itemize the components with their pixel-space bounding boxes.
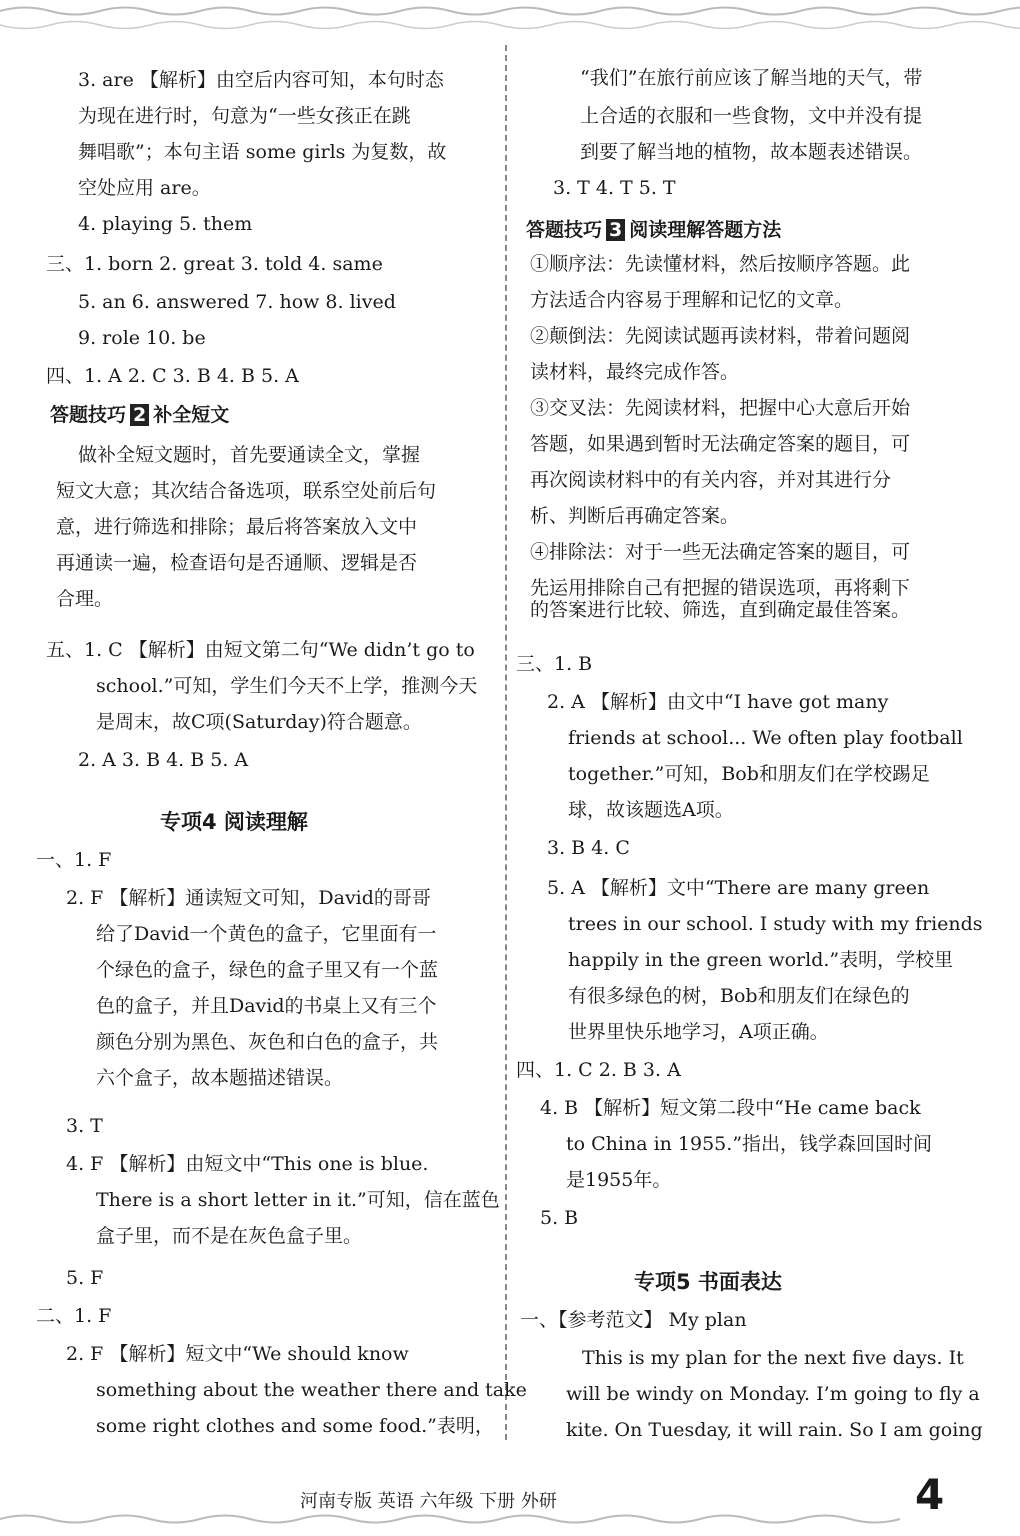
bottom-wave-decoration [0, 1512, 1020, 1526]
tip-heading [526, 215, 781, 242]
left-column-line: 4. F 【解析】由短文中“This one is blue. [66, 1153, 429, 1175]
top-wave-decoration-2 [0, 18, 1020, 32]
footer-text: 河南专版 英语 六年级 下册 外研 [300, 1491, 557, 1512]
section-heading: 专项4 阅读理解 [160, 810, 308, 834]
tip-title: 阅读理解答题方法 [629, 219, 782, 241]
left-column-line: 5. F [66, 1267, 104, 1289]
right-column-line: “我们”在旅行前应该了解当地的天气，带 [580, 67, 923, 89]
left-column-line: 个绿色的盒子，绿色的盒子里又有一个蓝 [96, 959, 439, 981]
tip-heading [50, 400, 229, 427]
left-column-line: 2. F 【解析】通读短文可知，David的哥哥 [66, 887, 431, 909]
left-column-line: 合理。 [56, 588, 114, 610]
left-column-line: 一、1. F [36, 849, 112, 871]
right-column-line: 析、判断后再确定答案。 [530, 505, 740, 527]
right-column-line: 有很多绿色的树，Bob和朋友们在绿色的 [568, 985, 910, 1007]
left-column-line: 短文大意；其次结合备选项，联系空处前后句 [56, 480, 437, 502]
left-column-line: something about the weather there and take [96, 1379, 527, 1401]
right-column-line: happily in the green world.”表明，学校里 [568, 949, 954, 971]
page-number: 4 [915, 1470, 945, 1519]
right-column-line: ③交叉法：先阅读材料，把握中心大意后开始 [530, 397, 911, 419]
right-column-line: ④排除法：对于一些无法确定答案的题目，可 [530, 541, 911, 563]
right-column-line: 再次阅读材料中的有关内容，并对其进行分 [530, 469, 892, 491]
tip-number-badge: 2 [130, 404, 149, 426]
right-column-line: 上合适的衣服和一些食物，文中并没有提 [580, 105, 923, 127]
section-heading: 专项5 书面表达 [634, 1270, 782, 1294]
top-wave-decoration [0, 4, 1020, 18]
right-column-line: 先运用排除自己有把握的错误选项，再将剩下 [530, 577, 911, 599]
left-column-line: 再通读一遍，检查语句是否通顺、逻辑是否 [56, 552, 418, 574]
tip-label: 答题技巧 [526, 219, 603, 241]
right-column-line: 3. B 4. C [547, 837, 630, 859]
right-column-line: 2. A 【解析】由文中“I have got many [547, 691, 889, 713]
right-column-line: 四、1. C 2. B 3. A [516, 1059, 681, 1081]
left-column-line: some right clothes and some food.”表明， [96, 1415, 494, 1437]
left-column-line: 四、1. A 2. C 3. B 4. B 5. A [46, 365, 299, 387]
left-column-line: 三、1. born 2. great 3. told 4. same [46, 253, 383, 275]
right-column-line: 方法适合内容易于理解和记忆的文章。 [530, 289, 854, 311]
left-column-line: 舞唱歌”；本句主语 some girls 为复数，故 [78, 141, 447, 163]
left-column-line: school.”可知，学生们今天不上学，推测今天 [96, 675, 478, 697]
right-column-line: 球，故该题选A项。 [568, 799, 734, 821]
right-column-line: 是1955年。 [566, 1169, 672, 1191]
right-column-line: 三、1. B [516, 653, 593, 675]
right-column-line: 4. B 【解析】短文第二段中“He came back [540, 1097, 921, 1119]
right-column-line: 世界里快乐地学习，A项正确。 [568, 1021, 829, 1043]
left-column-line: 2. F 【解析】短文中“We should know [66, 1343, 409, 1365]
left-column-line: 颜色分别为黑色、灰色和白色的盒子，共 [96, 1031, 439, 1053]
right-column-line: 读材料，最终完成作答。 [530, 361, 740, 383]
left-column-line: 是周末，故C项(Saturday)符合题意。 [96, 711, 422, 733]
right-column-line: This is my plan for the next five days. It [582, 1347, 964, 1369]
right-column-line: 到要了解当地的植物，故本题表述错误。 [580, 141, 923, 163]
left-column-line: 为现在进行时，句意为“一些女孩正在跳 [78, 105, 411, 127]
left-column-line: 色的盒子，并且David的书桌上又有三个 [96, 995, 437, 1017]
left-column-line: 9. role 10. be [78, 327, 206, 349]
right-column-line: to China in 1955.”指出，钱学森回国时间 [566, 1133, 933, 1155]
left-column-line: 5. an 6. answered 7. how 8. lived [78, 291, 396, 313]
tip-title: 补全短文 [153, 404, 230, 426]
right-column-line: kite. On Tuesday, it will rain. So I am going [566, 1419, 983, 1441]
left-column-line: 4. playing 5. them [78, 213, 253, 235]
tip-number-badge: 3 [606, 219, 625, 241]
left-column-line: 2. A 3. B 4. B 5. A [78, 749, 249, 771]
left-column-line: 六个盒子，故本题描述错误。 [96, 1067, 344, 1089]
right-column-line: 5. A 【解析】文中“There are many green [547, 877, 930, 899]
left-column-line: 五、1. C 【解析】由短文第二句“We didn’t go to [46, 639, 475, 661]
right-column-line: 的答案进行比较、筛选，直到确定最佳答案。 [530, 599, 911, 621]
left-column-line: 3. are 【解析】由空后内容可知，本句时态 [78, 69, 444, 91]
left-column-line: 二、1. F [36, 1305, 112, 1327]
left-column-line: There is a short letter in it.”可知，信在蓝色 [96, 1189, 500, 1211]
right-column-line: trees in our school. I study with my friends [568, 913, 983, 935]
right-column-line: will be windy on Monday. I’m going to fly a [566, 1383, 980, 1405]
left-column-line: 做补全短文题时，首先要通读全文，掌握 [78, 444, 421, 466]
right-column-line: ①顺序法：先读懂材料，然后按顺序答题。此 [530, 253, 911, 275]
right-column-line: friends at school... We often play football [568, 727, 963, 749]
right-column-line: together.”可知，Bob和朋友们在学校踢足 [568, 763, 930, 785]
left-column-line: 盒子里，而不是在灰色盒子里。 [96, 1225, 363, 1247]
left-column-line: 意，进行筛选和排除；最后将答案放入文中 [56, 516, 418, 538]
right-column-line: 一、【参考范文】 My plan [520, 1309, 747, 1331]
right-column-line: 3. T 4. T 5. T [553, 177, 676, 199]
left-column-line: 空处应用 are。 [78, 177, 211, 199]
tip-label: 答题技巧 [50, 404, 127, 426]
right-column-line: 5. B [540, 1207, 579, 1229]
right-column-line: 答题，如果遇到暂时无法确定答案的题目，可 [530, 433, 911, 455]
column-divider [505, 45, 507, 1440]
left-column-line: 3. T [66, 1115, 103, 1137]
left-column-line: 给了David一个黄色的盒子，它里面有一 [96, 923, 437, 945]
right-column-line: ②颠倒法：先阅读试题再读材料，带着问题阅 [530, 325, 911, 347]
